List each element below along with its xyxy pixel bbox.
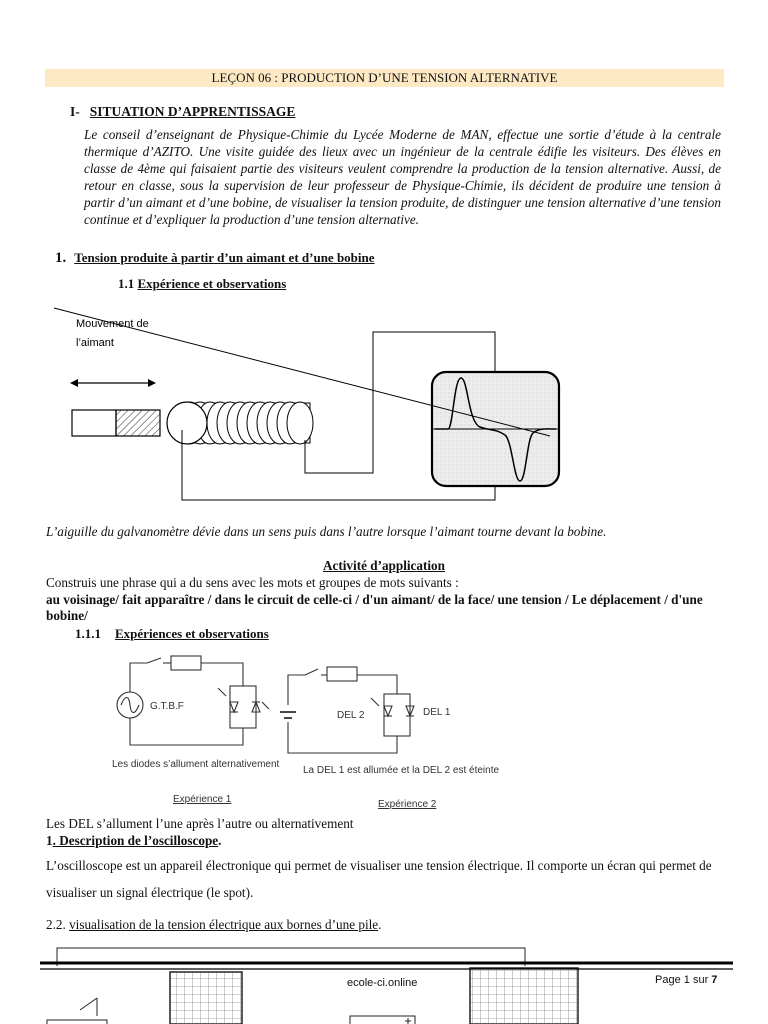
magnet-coil-figure (40, 300, 580, 525)
heading-number: 1.1 (118, 276, 135, 291)
experiment1-circuit (117, 656, 269, 745)
movement-arrow (70, 379, 156, 387)
page-mid: sur (692, 974, 709, 986)
page-prefix: Page (655, 974, 681, 986)
figure-label-line1: Mouvement de (76, 318, 149, 330)
led-experiments-figure (105, 650, 515, 815)
heading-number: 2.2. (46, 917, 66, 932)
heading-oscilloscope (46, 833, 221, 849)
section-heading-1 (70, 104, 295, 120)
experiment2-label: Expérience 2 (378, 799, 437, 810)
footer-site: ecole-ci.online (347, 977, 418, 989)
galvanometer-screen (432, 372, 559, 486)
heading-1 (55, 250, 375, 267)
page-total: 7 (711, 974, 718, 986)
heading-number: 1 (46, 833, 53, 848)
experiment1-label: Expérience 1 (173, 794, 232, 805)
activity-instruction: Construis une phrase qui a du sens avec les mots et groupes de mots suivants : (46, 575, 459, 590)
heading-1-1 (118, 276, 286, 292)
situation-paragraph: Le conseil d’enseignant de Physique-Chimie du Lycée Moderne de MAN, effectue une sortie d’étude à la centrale thermique d’AZITO. Une visite guidée des lieux avec un ingénieur de la centrale édifie les visiteurs. Des élèves en classe de 4ème qui faisaient partie des visiteurs veulent comprendre la production de la tension alternative. Aussi, de retour en classe, sous la supervision de leur professeur de Physique-Chimie, ils décident de produire une tension à partir d’un aimant et d’une bobine, de visualiser la tension produite, de distinguer une tension alternative d’une tension continue et d’expliquer la production d’une tension alternative. (84, 127, 721, 227)
activity-title: Activité d’application (323, 558, 445, 573)
heading-number: 1.1.1 (75, 626, 101, 641)
del2-label: DEL 2 (337, 710, 365, 721)
figure-label-line2: l’aimant (76, 337, 114, 349)
magnet (72, 410, 160, 436)
section-title: SITUATION D’APPRENTISSAGE (89, 104, 296, 119)
coil (167, 402, 313, 444)
heading-number: 1. (55, 250, 67, 266)
del1-label: DEL 1 (423, 707, 451, 718)
figure1-caption: L’aiguille du galvanomètre dévie dans un sens puis dans l’autre lorsque l’aimant tourne devant la bobine. (46, 524, 607, 539)
lesson-title: LEÇON 06 : PRODUCTION D’UNE TENSION ALTERNATIVE (45, 69, 724, 87)
heading-title: . Description de l’oscilloscope (52, 833, 219, 848)
generator-label: G.T.B.F (150, 701, 184, 712)
heading-title: Expériences et observations (115, 626, 269, 641)
heading-title: Expérience et observations (137, 276, 287, 291)
caption-experiment2: La DEL 1 est allumée et la DEL 2 est éteinte (303, 765, 500, 776)
footer-page-number (655, 974, 717, 986)
heading-period: . (378, 917, 382, 932)
section-number: I- (70, 104, 80, 119)
heading-1-1-1 (75, 626, 269, 642)
heading-title: visualisation de la tension électrique aux bornes d’une pile (69, 917, 379, 932)
heading-title: Tension produite à partir d’un aimant et d’une bobine (74, 250, 375, 265)
caption-experiment1: Les diodes s’allument alternativement (112, 759, 280, 770)
heading-period: . (218, 833, 222, 848)
oscilloscope-paragraph: L’oscilloscope est un appareil électronique qui permet de visualiser une tension électrique. Il comporte un écran qui permet de visualiser un signal électrique (le spot). (46, 858, 712, 900)
page-current: 1 (683, 974, 690, 986)
heading-2-2 (46, 917, 381, 933)
del-observation: Les DEL s’allument l’une après l’autre ou alternativement (46, 816, 354, 831)
activity-words: au voisinage/ fait apparaître / dans le circuit de celle-ci / d'un aimant/ de la face/ une tension / Le déplacement / d'une bobine/ (46, 592, 703, 623)
